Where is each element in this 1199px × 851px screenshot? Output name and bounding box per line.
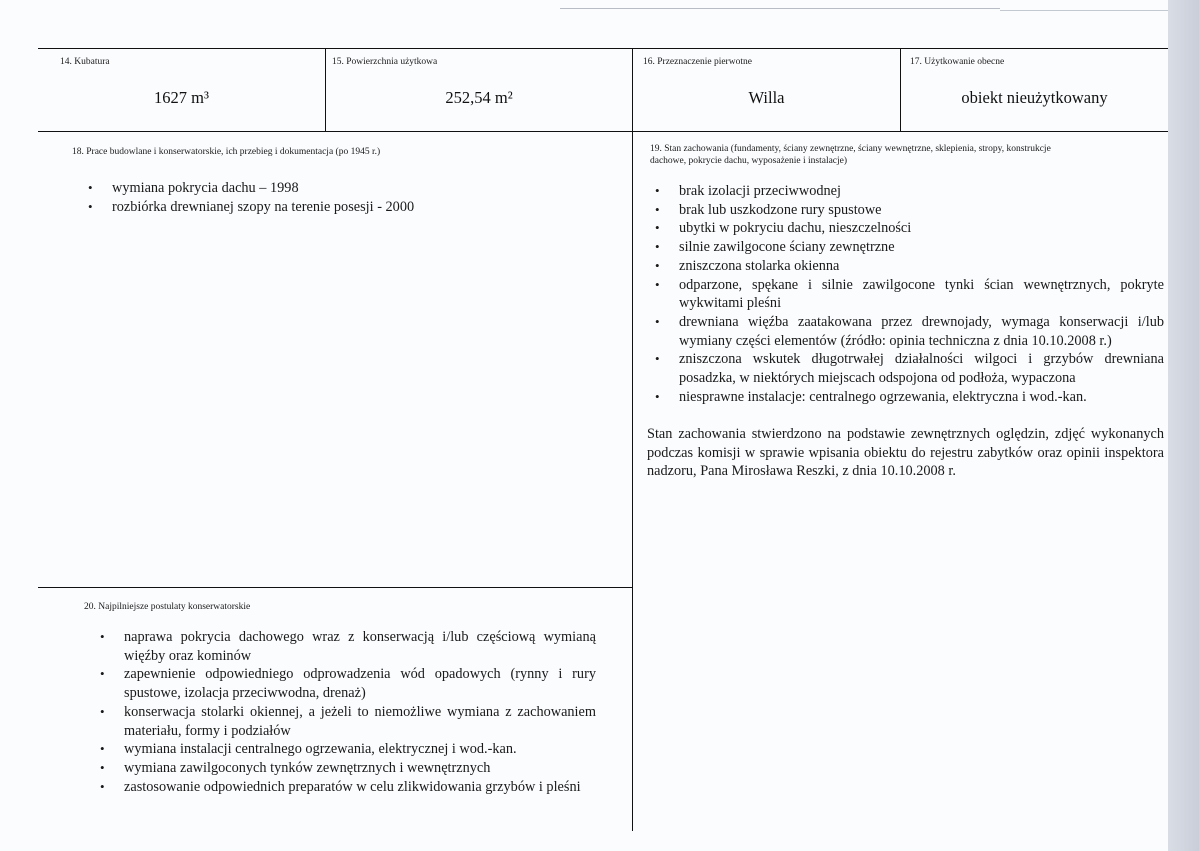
list-item: • ubytki w pokryciu dachu, nieszczelności <box>655 220 912 237</box>
bullet-icon: • <box>655 220 660 236</box>
list-item: • niesprawne instalacje: centralnego ogrzewania, elektryczna i wod.-kan. <box>655 388 1087 405</box>
section18-list <box>86 179 506 216</box>
table-top-rule <box>38 48 1168 49</box>
list-item: • rozbiórka drewnianej szopy na terenie posesji - 2000 <box>88 198 415 215</box>
field-14-label: 14. Kubatura <box>60 57 110 67</box>
field-15-label: 15. Powierzchnia użytkowa <box>332 57 438 67</box>
bullet-icon: • <box>655 313 660 329</box>
section19-label-line2: dachowe, pokrycie dachu, wyposażenie i instalacje) <box>650 156 848 166</box>
scan-edge <box>1168 0 1199 851</box>
field-16-label: 16. Przeznaczenie pierwotne <box>643 57 752 67</box>
list-item: • naprawa pokrycia dachowego wraz z konserwacją i/lub częściową wymianą więźby oraz kominów <box>100 629 596 664</box>
main-column-divider <box>632 48 633 831</box>
section20-label: 20. Najpilniejsze postulaty konserwatorskie <box>84 602 251 612</box>
field-15-value: 252,54 m² <box>445 88 513 107</box>
list-item: • zastosowanie odpowiednich preparatów w celu zlikwidowania grzybów i pleśni <box>100 778 581 795</box>
bullet-icon: • <box>88 198 93 214</box>
field-14-value: 1627 m³ <box>154 88 209 107</box>
bullet-icon: • <box>655 388 660 404</box>
bullet-icon: • <box>100 741 105 757</box>
bullet-icon: • <box>655 183 660 198</box>
list-item: • zapewnienie odpowiedniego odprowadzenia wód opadowych (rynny i rury spustowe, izolacja przeciwwodna, drenaż) <box>100 666 596 702</box>
list-item: • silnie zawilgocone ściany zewnętrzne <box>655 239 895 256</box>
bullet-icon: • <box>100 629 105 644</box>
list-item: • brak izolacji przeciwwodnej <box>655 183 841 199</box>
bullet-icon: • <box>655 276 660 292</box>
bullet-icon: • <box>100 703 105 719</box>
header-row-bottom-rule <box>38 131 1168 132</box>
scan-artifact-line <box>560 8 1000 9</box>
field-17-value: obiekt nieużytkowany <box>961 88 1108 107</box>
bullet-icon: • <box>100 778 105 794</box>
bullet-icon: • <box>88 180 93 195</box>
list-item: • zniszczona stolarka okienna <box>655 257 840 274</box>
field-17-label: 17. Użytkowanie obecne <box>910 57 1005 67</box>
list-item: • zniszczona wskutek długotrwałej działalności wilgoci i grzybów drewniana posadzka, w niektórych miejscach odspojona od podłoża, wypaczona <box>655 351 1164 387</box>
list-item: • odparzone, spękane i silnie zawilgocone tynki ścian wewnętrznych, pokryte wykwitami pleśni <box>655 276 1164 312</box>
bullet-icon: • <box>655 351 660 367</box>
list-item: • wymiana zawilgoconych tynków zewnętrznych i wewnętrznych <box>100 759 491 776</box>
list-item: • konserwacja stolarki okiennej, a jeżeli to niemożliwe wymiana z zachowaniem materiału, formy i podziałów <box>100 703 596 739</box>
section19-note: Stan zachowania stwierdzono na podstawie zewnętrznych oględzin, zdjęć wykonanych podczas komisji w sprawie wpisania obiektu do rejestru zabytków oraz opinii inspektora nadzoru, Pana Mirosława Reszki, z dnia 10.10.2008 r. <box>647 426 1164 480</box>
bullet-icon: • <box>655 257 660 273</box>
list-item: • brak lub uszkodzone rury spustowe <box>655 201 882 218</box>
scan-artifact-line <box>1000 10 1168 11</box>
bullet-icon: • <box>655 201 660 217</box>
bullet-icon: • <box>100 759 105 775</box>
section19-label-line1: 19. Stan zachowania (fundamenty, ściany zewnętrzne, ściany wewnętrzne, sklepienia, stropy, konstrukcje <box>650 144 1051 154</box>
section20-top-rule <box>38 587 633 588</box>
list-item: • wymiana instalacji centralnego ogrzewania, elektrycznej i wod.-kan. <box>100 741 517 758</box>
bullet-icon: • <box>655 239 660 255</box>
list-item: • drewniana więźba zaatakowana przez drewnojady, wymaga konserwacji i/lub wymiany części elementów (źródło: opinia techniczna z dnia 10.10.2008 r.) <box>655 313 1164 349</box>
field-16-value: Willa <box>748 88 785 107</box>
section18-label: 18. Prace budowlane i konserwatorskie, ich przebieg i dokumentacja (po 1945 r.) <box>72 147 381 157</box>
bullet-icon: • <box>100 666 105 682</box>
list-item: • wymiana pokrycia dachu – 1998 <box>88 180 299 196</box>
section20-list <box>98 628 596 796</box>
section19-list <box>653 182 1164 406</box>
